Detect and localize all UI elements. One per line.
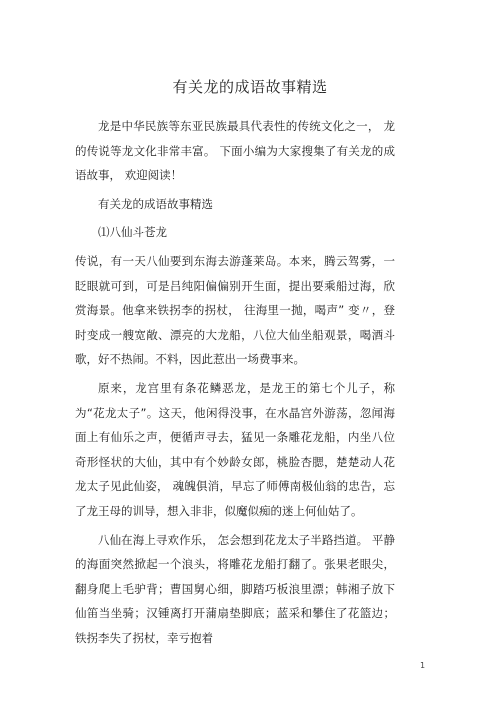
story-paragraph-3: 八仙在海上寻欢作乐， 怎会想到花龙太子半路挡道。 平静的海面突然掀起一个浪头，将雕花龙船打翻了。张果老眼尖，翻身爬上毛驴背；曹国舅心细，脚踏巧板浪里漂；韩湘子放下仙笛当坐骑；汉锺离打开蒲扇垫脚底；蓝采和攀住了花篮边；铁拐李失了拐杖，幸亏抱着 bbox=[75, 532, 395, 645]
section-heading: 有关龙的成语故事精选 bbox=[98, 196, 213, 211]
story-paragraph-2: 原来，龙宫里有条花鳞恶龙，是龙王的第七个儿子，称为“花龙太子”。这天，他闲得没事，在水晶宫外游荡，忽闻海面上有仙乐之声，便循声寻去，猛见一条雕花龙船，内坐八位奇形怪状的大仙，其中有个妙龄女郎，桃脸杏腮，楚楚动人花龙太子见此仙姿， 魂魄俱消，早忘了师傅南极仙翁的忠告，忘了龙王母的训导，想入非非，似魔似痴的迷上何仙姑了。 bbox=[75, 380, 395, 518]
page-number: 1 bbox=[420, 661, 426, 670]
document-body bbox=[75, 114, 395, 654]
document-title: 有关龙的成语故事精选 bbox=[172, 78, 328, 96]
intro-paragraph: 龙是中华民族等东亚民族最具代表性的传统文化之一， 龙的传说等龙文化非常丰富。 下面小编为大家搜集了有关龙的成语故事， 欢迎阅读！ bbox=[75, 119, 395, 183]
story-paragraph-1: 传说，有一天八仙要到东海去游蓬莱岛。本来，腾云驾雾，一眨眼就可到，可是吕纯阳偏偏别开生面，提出要乘船过海，欣赏海景。他拿来铁拐李的拐杖， 往海里一抛，喝声” 变〃，登时变成一艘宽敞、漂亮的大龙船，八位大仙坐船观景，喝酒斗歌，好不热闹。不料，因此惹出一场费事来。 bbox=[75, 253, 395, 367]
story-heading: ⑴八仙斗苍龙 bbox=[98, 225, 167, 240]
